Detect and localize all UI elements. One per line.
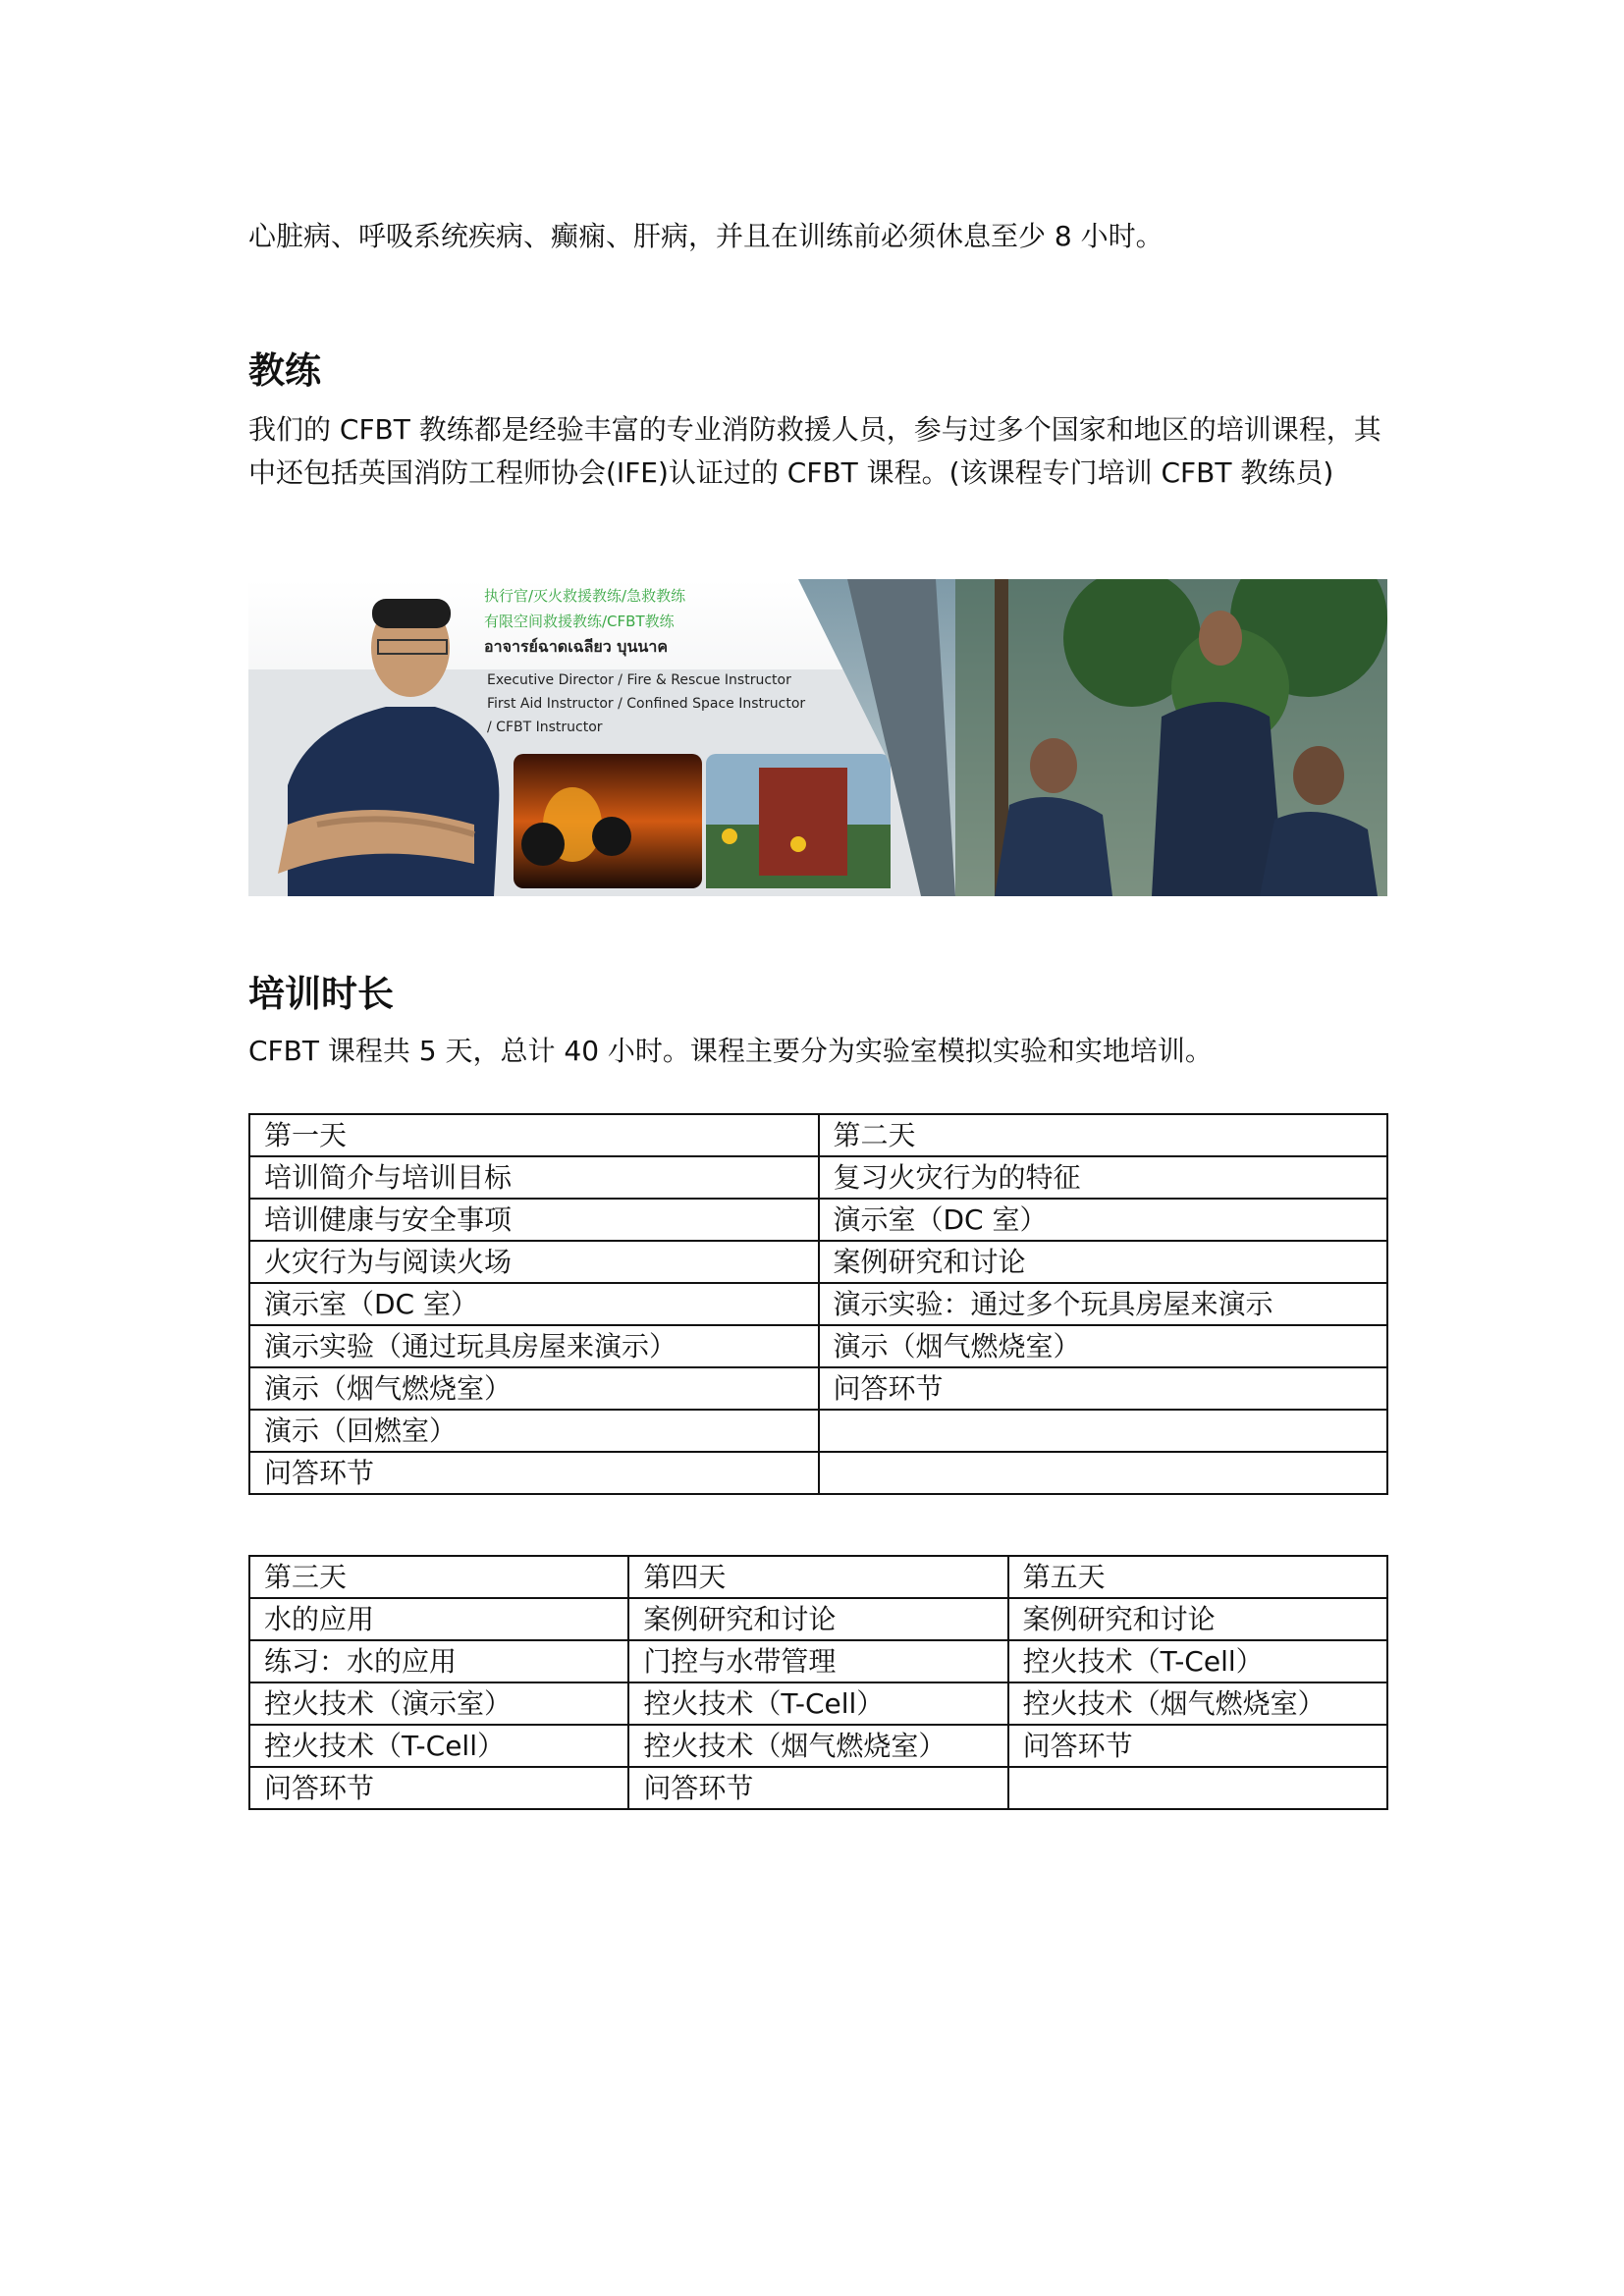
table-row xyxy=(249,1640,1387,1682)
table-cell: 问答环节 xyxy=(249,1452,819,1494)
table-cell: 控火技术（T-Cell） xyxy=(249,1725,628,1767)
table-cell: 问答环节 xyxy=(819,1367,1388,1410)
table-cell xyxy=(1008,1767,1387,1809)
table-header-row xyxy=(249,1556,1387,1598)
intro-paragraph: 心脏病、呼吸系统疾病、癫痫、肝病，并且在训练前必须休息至少 8 小时。 xyxy=(248,220,1164,252)
table-cell: 控火技术（T-Cell） xyxy=(628,1682,1007,1725)
caption-line-5: First Aid Instructor / Confined Space Instructor xyxy=(487,696,806,712)
table-cell: 复习火灾行为的特征 xyxy=(819,1156,1388,1199)
table-cell: 培训健康与安全事项 xyxy=(249,1199,819,1241)
table-cell: 门控与水带管理 xyxy=(628,1640,1007,1682)
table-cell: 演示（烟气燃烧室） xyxy=(819,1325,1388,1367)
table-row xyxy=(249,1283,1387,1325)
table-header-cell: 第四天 xyxy=(628,1556,1007,1598)
table-cell: 演示（回燃室） xyxy=(249,1410,819,1452)
table-cell: 案例研究和讨论 xyxy=(819,1241,1388,1283)
table-cell: 问答环节 xyxy=(249,1767,628,1809)
caption-line-3: อาจารย์ฉาดเฉลียว บุนนาค xyxy=(484,637,669,656)
table-row xyxy=(249,1199,1387,1241)
schedule-table-days-1-2 xyxy=(248,1113,1388,1495)
schedule-table-days-3-5 xyxy=(248,1555,1388,1810)
duration-paragraph: CFBT 课程共 5 天，总计 40 小时。课程主要分为实验室模拟实验和实地培训。 xyxy=(248,1035,1213,1067)
table-cell: 演示实验（通过玩具房屋来演示） xyxy=(249,1325,819,1367)
table-cell: 演示（烟气燃烧室） xyxy=(249,1367,819,1410)
table-cell: 培训简介与培训目标 xyxy=(249,1156,819,1199)
section-heading-duration: 培训时长 xyxy=(248,973,394,1015)
table-header-cell: 第五天 xyxy=(1008,1556,1387,1598)
table-cell xyxy=(819,1452,1388,1494)
table-header-cell: 第二天 xyxy=(819,1114,1388,1156)
table-row xyxy=(249,1598,1387,1640)
table-cell: 案例研究和讨论 xyxy=(1008,1598,1387,1640)
instructor-banner-image xyxy=(248,579,1387,896)
table-cell: 案例研究和讨论 xyxy=(628,1598,1007,1640)
container-training-photo xyxy=(706,754,891,888)
table-cell: 演示实验：通过多个玩具房屋来演示 xyxy=(819,1283,1388,1325)
caption-line-1: 执行官/灭火救援教练/急救教练 xyxy=(484,587,686,605)
table-header-row xyxy=(249,1114,1387,1156)
table-cell: 演示室（DC 室） xyxy=(819,1199,1388,1241)
table-cell: 火灾行为与阅读火场 xyxy=(249,1241,819,1283)
table-cell: 演示室（DC 室） xyxy=(249,1283,819,1325)
table-cell: 问答环节 xyxy=(628,1767,1007,1809)
table-row xyxy=(249,1410,1387,1452)
table-row xyxy=(249,1156,1387,1199)
table-row xyxy=(249,1767,1387,1809)
caption-line-6: / CFBT Instructor xyxy=(487,720,603,735)
table-header-cell: 第三天 xyxy=(249,1556,628,1598)
table-header-cell: 第一天 xyxy=(249,1114,819,1156)
table-cell: 水的应用 xyxy=(249,1598,628,1640)
fire-training-photo xyxy=(514,754,702,888)
table-row xyxy=(249,1325,1387,1367)
table-cell: 练习：水的应用 xyxy=(249,1640,628,1682)
table-row xyxy=(249,1241,1387,1283)
table-cell: 控火技术（烟气燃烧室） xyxy=(628,1725,1007,1767)
table-cell xyxy=(819,1410,1388,1452)
table-row xyxy=(249,1452,1387,1494)
table-cell: 控火技术（T-Cell） xyxy=(1008,1640,1387,1682)
coach-paragraph: 我们的 CFBT 教练都是经验丰富的专业消防救援人员，参与过多个国家和地区的培训课程，其中还包括英国消防工程师协会(IFE)认证过的 CFBT 课程。(该课程专门培训 CFBT 教练员) xyxy=(248,413,1381,489)
table-row xyxy=(249,1682,1387,1725)
section-heading-coach: 教练 xyxy=(248,349,321,392)
banner-graphic xyxy=(248,579,1387,896)
table-row xyxy=(249,1725,1387,1767)
table-cell: 问答环节 xyxy=(1008,1725,1387,1767)
table-cell: 控火技术（烟气燃烧室） xyxy=(1008,1682,1387,1725)
table-row xyxy=(249,1367,1387,1410)
table-cell: 控火技术（演示室） xyxy=(249,1682,628,1725)
caption-line-4: Executive Director / Fire & Rescue Instructor xyxy=(487,672,791,688)
caption-line-2: 有限空间救援教练/CFBT教练 xyxy=(484,613,675,630)
